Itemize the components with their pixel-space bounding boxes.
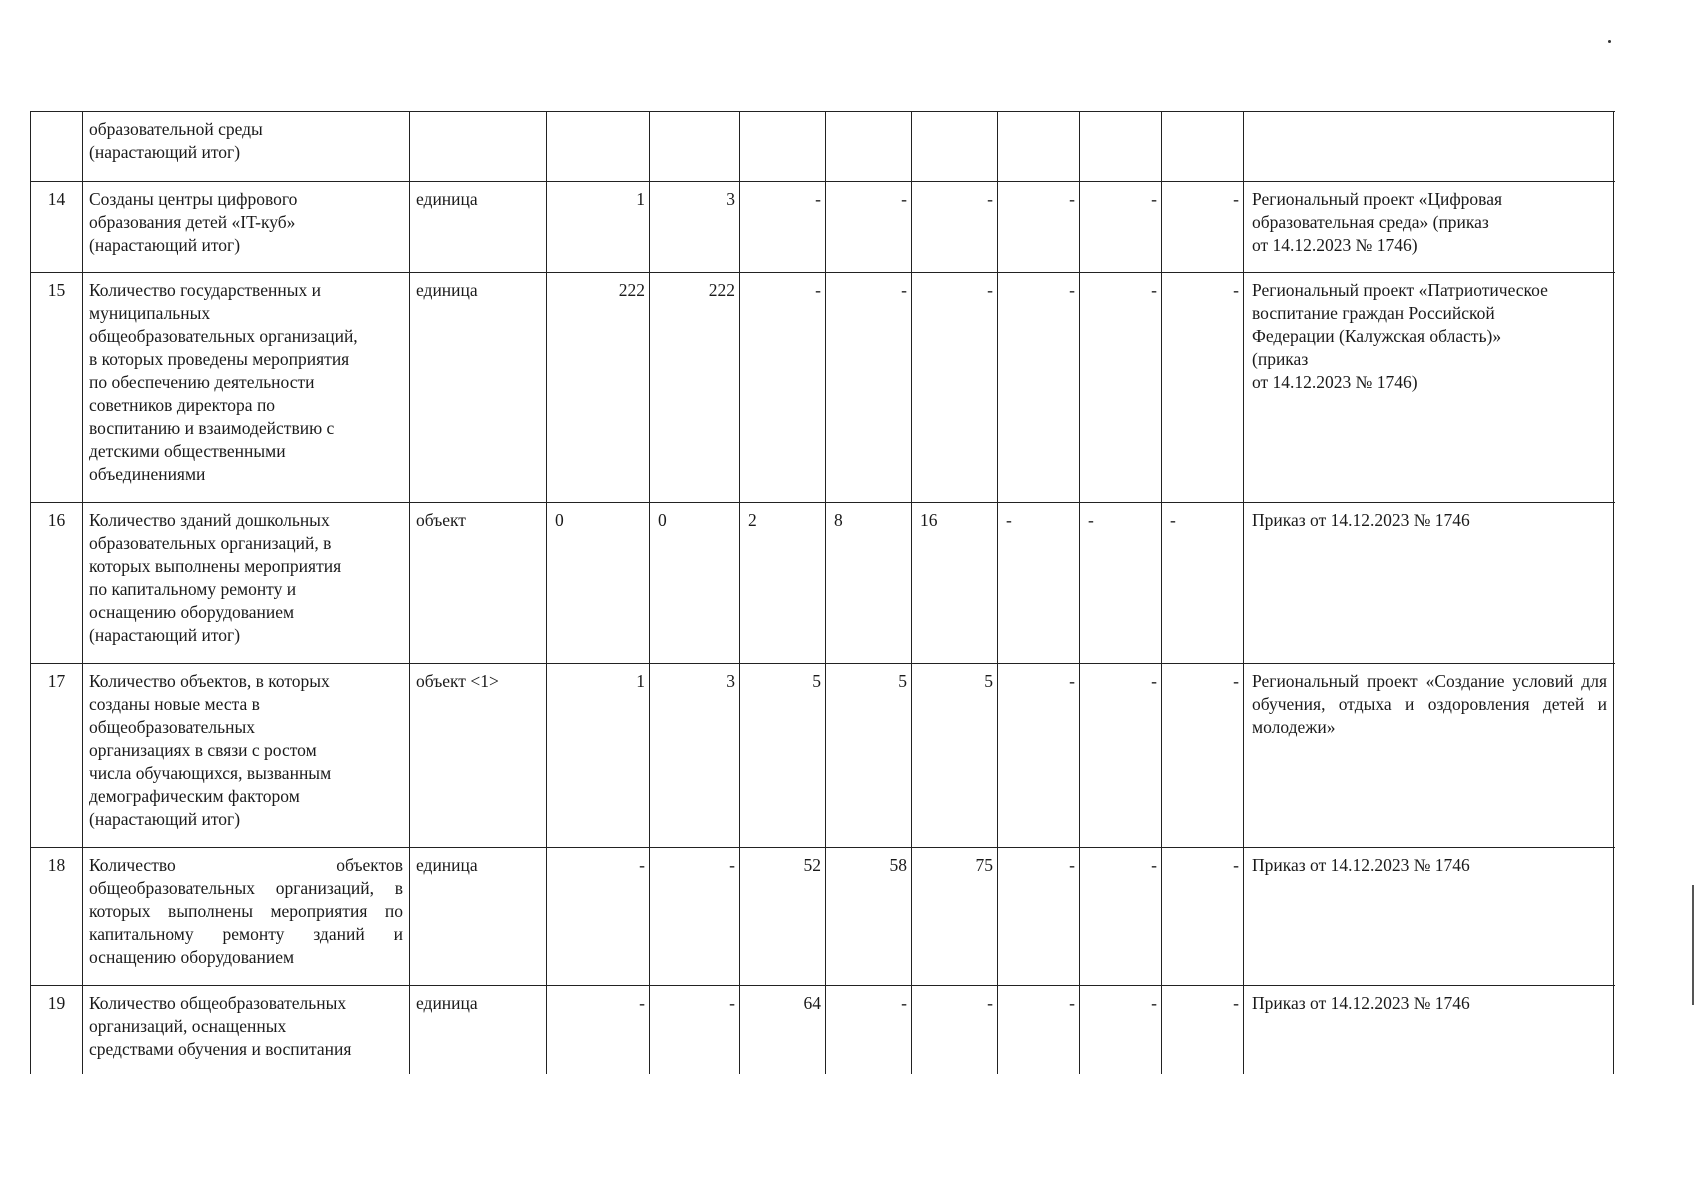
cell-name: Количество объектов, в которых созданы новые места в общеобразовательных организациях в связи с ростом числа обучающихся, вызванным демографическим фактором (нарастающий итог) bbox=[82, 664, 409, 848]
table-top-border bbox=[30, 111, 1615, 112]
cell-v1: 1 bbox=[546, 182, 649, 273]
cell-v6: - bbox=[997, 182, 1079, 273]
cell-v7: - bbox=[1079, 986, 1161, 1074]
cell-name: Количество зданий дошкольных образовательных организаций, в которых выполнены мероприятия по капитальному ремонту и оснащению оборудованием (нарастающий итог) bbox=[82, 503, 409, 664]
cell-name: Количество государственных и муниципальных общеобразовательных организаций, в которых проведены мероприятия по обеспечению деятельности советников директора по воспитанию и взаимодействию с детскими общественными объединениями bbox=[82, 273, 409, 503]
table-row bbox=[0, 503, 1697, 664]
cell-v2: 3 bbox=[649, 664, 739, 848]
table-row bbox=[0, 182, 1697, 273]
cell-v1: - bbox=[546, 986, 649, 1074]
cell-v6: - bbox=[997, 273, 1079, 503]
cell-unit: объект bbox=[409, 503, 546, 664]
cell-v6: - bbox=[997, 503, 1079, 664]
cell-v1: 1 bbox=[546, 664, 649, 848]
cell-v7: - bbox=[1079, 182, 1161, 273]
cell-v3: 52 bbox=[739, 848, 825, 986]
cell-v6: - bbox=[997, 664, 1079, 848]
cell-no: 15 bbox=[30, 273, 82, 503]
cell-v8: - bbox=[1161, 664, 1243, 848]
cell-unit: единица bbox=[409, 182, 546, 273]
row-divider bbox=[30, 663, 1615, 664]
cell-v5: - bbox=[911, 986, 997, 1074]
cell-v7: - bbox=[1079, 503, 1161, 664]
cell-v4 bbox=[825, 112, 911, 182]
cell-v8 bbox=[1161, 112, 1243, 182]
cell-v3: 64 bbox=[739, 986, 825, 1074]
cell-v4: 8 bbox=[825, 503, 911, 664]
cell-name: образовательной среды (нарастающий итог) bbox=[82, 112, 409, 182]
row-divider bbox=[30, 272, 1615, 273]
row-divider bbox=[30, 847, 1615, 848]
cell-no: 14 bbox=[30, 182, 82, 273]
cell-v3: - bbox=[739, 182, 825, 273]
cell-name: Созданы центры цифрового образования детей «IT-куб» (нарастающий итог) bbox=[82, 182, 409, 273]
scan-edge-mark bbox=[1692, 885, 1694, 1005]
cell-v3 bbox=[739, 112, 825, 182]
cell-v8: - bbox=[1161, 848, 1243, 986]
cell-source: Региональный проект «Патриотическое воспитание граждан Российской Федерации (Калужская область)» (приказ от 14.12.2023 № 1746) bbox=[1243, 273, 1614, 503]
cell-unit: единица bbox=[409, 848, 546, 986]
cell-v4: - bbox=[825, 986, 911, 1074]
cell-v5: 75 bbox=[911, 848, 997, 986]
row-divider bbox=[30, 502, 1615, 503]
cell-v7: - bbox=[1079, 848, 1161, 986]
cell-v6: - bbox=[997, 986, 1079, 1074]
cell-v6 bbox=[997, 112, 1079, 182]
cell-v2: - bbox=[649, 848, 739, 986]
cell-source: Приказ от 14.12.2023 № 1746 bbox=[1243, 848, 1614, 986]
table-row bbox=[0, 273, 1697, 503]
cell-v5: - bbox=[911, 273, 997, 503]
cell-v1: 222 bbox=[546, 273, 649, 503]
cell-unit bbox=[409, 112, 546, 182]
cell-unit: единица bbox=[409, 986, 546, 1074]
cell-v4: 5 bbox=[825, 664, 911, 848]
cell-source: Приказ от 14.12.2023 № 1746 bbox=[1243, 503, 1614, 664]
cell-v5 bbox=[911, 112, 997, 182]
cell-v3: 2 bbox=[739, 503, 825, 664]
table-row bbox=[0, 848, 1697, 986]
cell-v1 bbox=[546, 112, 649, 182]
table-row bbox=[0, 986, 1697, 1074]
cell-unit: единица bbox=[409, 273, 546, 503]
scan-mark bbox=[1608, 40, 1611, 43]
cell-v5: 16 bbox=[911, 503, 997, 664]
cell-name: Количество общеобразовательных организаций, оснащенных средствами обучения и воспитания bbox=[82, 986, 409, 1074]
cell-v2: 222 bbox=[649, 273, 739, 503]
cell-v4: - bbox=[825, 182, 911, 273]
cell-v8: - bbox=[1161, 986, 1243, 1074]
cell-no: 17 bbox=[30, 664, 82, 848]
cell-v2: - bbox=[649, 986, 739, 1074]
cell-name: Количество объектов общеобразовательных организаций, в которых выполнены мероприятия по капитальному ремонту зданий и оснащению оборудованием bbox=[82, 848, 409, 986]
cell-no: 16 bbox=[30, 503, 82, 664]
cell-v3: - bbox=[739, 273, 825, 503]
cell-no bbox=[30, 112, 82, 182]
cell-v5: - bbox=[911, 182, 997, 273]
cell-v1: 0 bbox=[546, 503, 649, 664]
cell-v2: 3 bbox=[649, 182, 739, 273]
cell-v8: - bbox=[1161, 182, 1243, 273]
cell-v7: - bbox=[1079, 273, 1161, 503]
cell-v6: - bbox=[997, 848, 1079, 986]
cell-v1: - bbox=[546, 848, 649, 986]
row-divider bbox=[30, 985, 1615, 986]
cell-source: Приказ от 14.12.2023 № 1746 bbox=[1243, 986, 1614, 1074]
table-row bbox=[0, 664, 1697, 848]
cell-no: 18 bbox=[30, 848, 82, 986]
row-divider bbox=[30, 181, 1615, 182]
cell-no: 19 bbox=[30, 986, 82, 1074]
cell-v8: - bbox=[1161, 273, 1243, 503]
cell-v4: 58 bbox=[825, 848, 911, 986]
cell-v2 bbox=[649, 112, 739, 182]
cell-v3: 5 bbox=[739, 664, 825, 848]
cell-unit: объект <1> bbox=[409, 664, 546, 848]
cell-v2: 0 bbox=[649, 503, 739, 664]
table-row-continuation bbox=[0, 112, 1697, 182]
cell-source: Региональный проект «Цифровая образовательная среда» (приказ от 14.12.2023 № 1746) bbox=[1243, 182, 1614, 273]
cell-v4: - bbox=[825, 273, 911, 503]
cell-source bbox=[1243, 112, 1614, 182]
cell-source: Региональный проект «Создание условий для обучения, отдыха и оздоровления детей и молодежи» bbox=[1243, 664, 1614, 848]
cell-v5: 5 bbox=[911, 664, 997, 848]
cell-v7: - bbox=[1079, 664, 1161, 848]
cell-v8: - bbox=[1161, 503, 1243, 664]
cell-v7 bbox=[1079, 112, 1161, 182]
